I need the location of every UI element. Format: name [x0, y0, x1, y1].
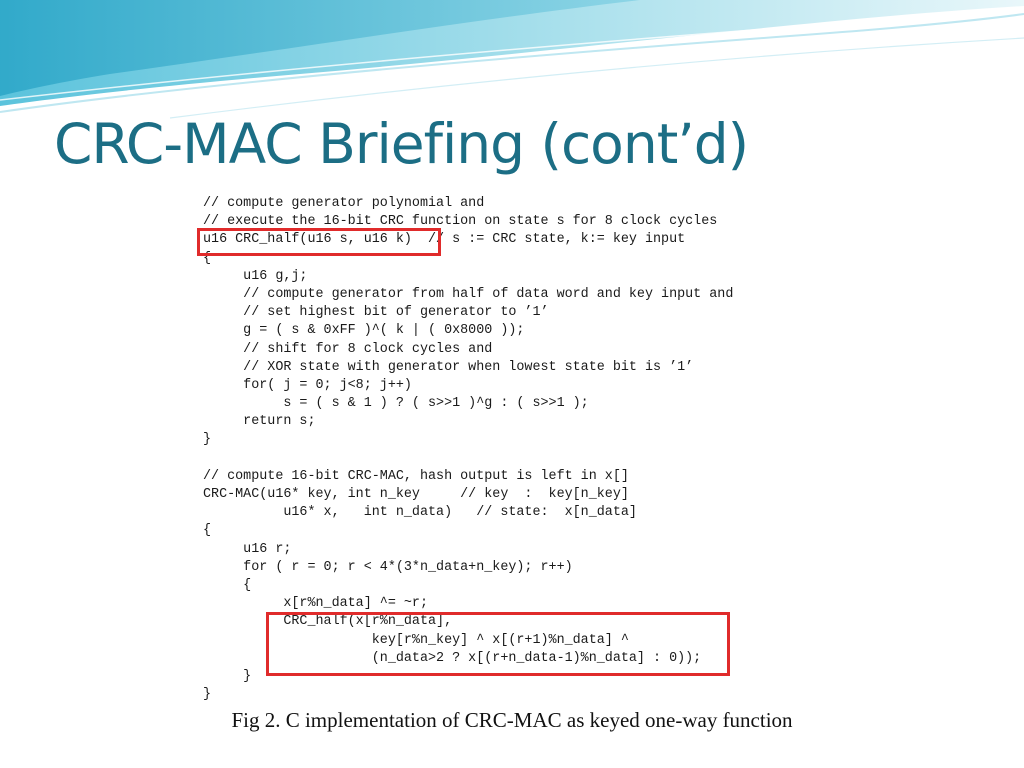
code-line: u16 r; — [203, 541, 292, 557]
code-line: // execute the 16-bit CRC function on state s for 8 clock cycles — [203, 214, 718, 230]
code-line: CRC_half(x[r%n_data], — [203, 614, 453, 630]
code-line: key[r%n_key] ^ x[(r+1)%n_data] ^ — [203, 632, 629, 648]
code-line: { — [203, 577, 252, 593]
code-line: (n_data>2 ? x[(r+n_data-1)%n_data] : 0)); — [203, 650, 702, 666]
code-line: { — [203, 523, 212, 539]
code-line: x[r%n_data] ^= ~r; — [203, 596, 428, 612]
code-line: u16* x, int n_data) // state: x[n_data] — [203, 505, 637, 521]
code-line: { — [203, 250, 212, 266]
code-line: u16 g,j; — [203, 268, 308, 284]
code-line: // compute 16-bit CRC-MAC, hash output is left in x[] — [203, 468, 629, 484]
code-line: for ( r = 0; r < 4*(3*n_data+n_key); r++) — [203, 559, 573, 575]
figure-caption: Fig 2. C implementation of CRC-MAC as keyed one-way function — [231, 708, 793, 732]
header-wave-decoration — [0, 0, 1024, 120]
code-line: s = ( s & 1 ) ? ( s>>1 )^g : ( s>>1 ); — [203, 396, 589, 412]
code-line — [203, 450, 733, 468]
code-line: g = ( s & 0xFF )^( k | ( 0x8000 )); — [203, 323, 525, 339]
code-line: } — [203, 687, 212, 703]
code-line: // set highest bit of generator to ’1’ — [203, 305, 549, 321]
crc-half-call-highlight — [266, 612, 730, 676]
code-line: u16 CRC_half(u16 s, u16 k) // s := CRC state, k:= key input — [203, 232, 686, 248]
code-line: // compute generator from half of data word and key input and — [203, 286, 734, 302]
code-line: // shift for 8 clock cycles and — [203, 341, 493, 357]
crc-half-signature-highlight — [197, 228, 441, 256]
code-line: CRC-MAC(u16* key, int n_key // key : key[n_key] — [203, 487, 629, 502]
code-line: // compute generator polynomial and — [203, 196, 485, 211]
slide-title: CRC-MAC Briefing (cont’d) — [54, 112, 749, 176]
code-line: // XOR state with generator when lowest state bit is ’1’ — [203, 359, 694, 375]
code-line: } — [203, 432, 212, 448]
code-line: } — [203, 668, 252, 684]
code-line: return s; — [203, 414, 316, 430]
code-line: for( j = 0; j<8; j++) — [203, 377, 412, 393]
